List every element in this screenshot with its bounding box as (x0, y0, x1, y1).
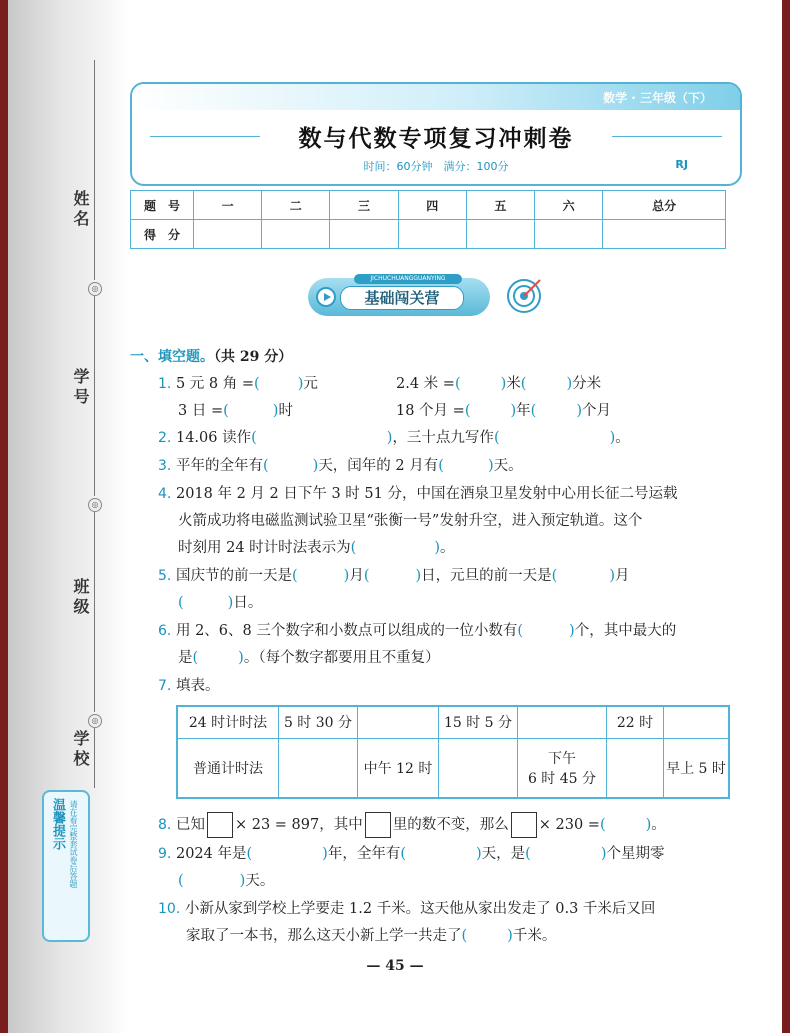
tip-title: 温馨提示 (50, 798, 65, 850)
table-cell-answer[interactable] (607, 738, 664, 798)
table-cell: 15 时 5 分 (439, 706, 518, 738)
question-1-line-1 (158, 374, 318, 394)
question-1-line-1b (396, 374, 601, 394)
cell-line-1: 下午 (548, 750, 576, 767)
q2-b: ，三十点九写作 (392, 430, 494, 446)
exam-title: 数与代数专项复习冲刺卷 (298, 125, 574, 152)
q1-d-unit2: 个月 (582, 403, 612, 419)
warm-tip-box (42, 790, 90, 942)
section-title: 填空题。 (158, 349, 214, 365)
question-number: 3. (158, 458, 172, 474)
q8-a: 已知 (175, 817, 205, 833)
answer-blank[interactable]: ( ) (350, 540, 441, 556)
question-10-line-2 (186, 926, 556, 946)
answer-blank[interactable]: ( ) (454, 376, 507, 392)
q5-a: 国庆节的前一天是 (175, 568, 292, 584)
score-input[interactable] (262, 220, 330, 249)
q9-a: 2024 年是 (175, 846, 247, 862)
question-5-line-1 (158, 566, 630, 586)
q2-end: 。 (615, 430, 630, 446)
score-cell: 题 号 (131, 191, 194, 220)
question-number: 1. (158, 376, 172, 392)
table-cell-answer[interactable] (279, 738, 358, 798)
q1-d: 18 个月 = (396, 403, 465, 419)
gutter-line (94, 512, 95, 712)
q1-d-unit1: 年 (516, 403, 531, 419)
question-5-line-2 (178, 593, 262, 613)
q6-a: 用 2、6、8 三个数字和小数点可以组成的一位小数有 (175, 623, 518, 639)
time-conversion-table (176, 705, 730, 799)
table-cell: 5 时 30 分 (279, 706, 358, 738)
blank-box[interactable] (365, 812, 391, 838)
score-input[interactable] (398, 220, 466, 249)
answer-blank[interactable]: ( ) (251, 430, 393, 446)
worksheet-page (8, 0, 782, 1033)
table-row (131, 191, 726, 220)
question-6-line-2 (178, 648, 440, 668)
question-8 (158, 812, 666, 838)
gutter-circle: ◎ (88, 498, 102, 512)
question-2 (158, 428, 630, 448)
student-id-label: 学号 (71, 368, 90, 408)
answer-blank[interactable]: ( ) (520, 376, 573, 392)
q3-a: 平年的全年有 (175, 458, 263, 474)
table-row (177, 738, 729, 798)
answer-blank[interactable]: ( ) (178, 595, 234, 611)
binding-gutter (8, 0, 128, 1033)
answer-blank[interactable]: ( ) (551, 568, 615, 584)
answer-blank[interactable]: ( ) (517, 623, 575, 639)
answer-blank[interactable]: ( ) (464, 403, 517, 419)
answer-blank[interactable]: ( ) (438, 458, 494, 474)
score-cell: 四 (398, 191, 466, 220)
q1-c: 3 日 = (178, 403, 224, 419)
table-cell-answer[interactable] (358, 706, 439, 738)
answer-blank[interactable]: ( ) (223, 403, 279, 419)
score-cell: 得 分 (131, 220, 194, 249)
q2-a: 14.06 读作 (175, 430, 252, 446)
q3-end: 天。 (493, 458, 523, 474)
table-row (131, 220, 726, 249)
answer-blank[interactable]: ( ) (363, 568, 422, 584)
score-cell: 总分 (603, 191, 726, 220)
gutter-circle: ◎ (88, 714, 102, 728)
table-cell: 中午 12 时 (358, 738, 439, 798)
q6-d: 。（每个数字都要用且不重复） (243, 650, 440, 666)
score-input[interactable] (466, 220, 534, 249)
q9-b: 年，全年有 (327, 846, 401, 862)
q3-b: 天，闰年的 2 月有 (318, 458, 439, 474)
cell-line-2: 6 时 45 分 (527, 770, 597, 787)
score-cell: 三 (330, 191, 398, 220)
tip-text: 请在看完整套试卷后答题 (69, 800, 78, 888)
question-number: 2. (158, 430, 172, 446)
question-number: 6. (158, 623, 172, 639)
table-cell: 早上 5 时 (664, 738, 730, 798)
gutter-line (94, 728, 95, 788)
q1-a: 5 元 8 角 = (175, 376, 255, 392)
answer-blank[interactable]: ( ) (246, 846, 328, 862)
question-4-line-2: 火箭成功将电磁监测试验卫星“张衡一号”发射升空，进入预定轨道。这个 (178, 513, 643, 529)
q10-end: 千米。 (512, 928, 557, 944)
score-input[interactable] (194, 220, 262, 249)
table-cell: 22 时 (607, 706, 664, 738)
edition-label: RJ (675, 158, 688, 171)
score-input[interactable] (603, 220, 726, 249)
table-cell: 普通计时法 (177, 738, 279, 798)
score-input[interactable] (535, 220, 603, 249)
answer-blank[interactable]: ( ) (291, 568, 350, 584)
question-number: 7. (158, 678, 172, 694)
score-cell: 六 (535, 191, 603, 220)
score-cell: 五 (466, 191, 534, 220)
q4-end: 。 (440, 540, 455, 556)
table-cell (518, 738, 607, 798)
q1-b-unit2: 分米 (572, 376, 602, 392)
score-cell: 二 (262, 191, 330, 220)
question-number: 8. (158, 817, 172, 833)
banner-label: 基础闯关营 (340, 286, 464, 310)
grade-label: 数学 · 三年级（下） (603, 91, 712, 105)
section-heading (130, 346, 292, 366)
q10-line-2: 家取了一本书，那么这天小新上学一共走了 (186, 928, 462, 944)
q5-d: 月 (615, 568, 630, 584)
q9-c: 天，是 (481, 846, 526, 862)
answer-blank[interactable]: ( ) (254, 376, 304, 392)
question-4-line-3 (178, 538, 455, 558)
play-icon (316, 287, 336, 307)
name-label: 姓名 (71, 190, 90, 230)
q5-b: 月 (349, 568, 364, 584)
school-label: 学校 (71, 730, 90, 770)
q1-a-unit: 元 (303, 376, 318, 392)
class-label: 班级 (71, 578, 90, 618)
q9-e: 天。 (245, 873, 275, 889)
score-cell: 一 (194, 191, 262, 220)
table-cell: 24 时计时法 (177, 706, 279, 738)
q4-line-1: 2018 年 2 月 2 日下午 3 时 51 分，中国在酒泉卫星发射中心用长征二号运载 (175, 486, 678, 502)
question-10-line-1 (158, 899, 655, 919)
question-7 (158, 676, 219, 696)
table-cell-answer[interactable] (439, 738, 518, 798)
gutter-circle: ◎ (88, 282, 102, 296)
section-banner (308, 275, 490, 316)
answer-blank[interactable]: ( ) (461, 928, 513, 944)
q10-line-1: 小新从家到学校上学要走 1.2 千米。这天他从家出发走了 0.3 千米后又回 (184, 901, 656, 917)
table-cell-answer[interactable] (518, 706, 607, 738)
question-number: 10. (158, 901, 181, 917)
q5-e: 日。 (233, 595, 263, 611)
score-table (130, 190, 726, 249)
page-number: — 45 — (366, 958, 424, 974)
gutter-line (94, 296, 95, 496)
question-number: 4. (158, 486, 172, 502)
section-points: （共 29 分） (214, 349, 293, 365)
question-9-line-1 (158, 844, 665, 864)
q7-text: 填表。 (175, 678, 220, 694)
q8-end: 。 (651, 817, 666, 833)
question-9-line-2 (178, 871, 274, 891)
q9-d: 个星期零 (606, 846, 665, 862)
q6-b: 个，其中最大的 (574, 623, 677, 639)
gutter-line (94, 60, 95, 280)
score-input[interactable] (330, 220, 398, 249)
answer-blank[interactable]: ( ) (530, 403, 583, 419)
q8-d: × 230 = (538, 817, 600, 833)
answer-blank[interactable]: ( ) (262, 458, 319, 474)
answer-blank[interactable]: ( ) (178, 873, 246, 889)
section-number: 一、 (130, 349, 158, 365)
question-number: 9. (158, 846, 172, 862)
blank-box[interactable] (511, 812, 537, 838)
table-row (177, 706, 729, 738)
question-4-line-1 (158, 484, 677, 504)
question-1-line-2b (396, 401, 611, 421)
q1-b: 2.4 米 = (396, 376, 455, 392)
blank-box[interactable] (207, 812, 233, 838)
question-6-line-1 (158, 621, 676, 641)
banner-pinyin: JICHUCHUANGGUANYING (354, 274, 462, 284)
q4-line-3: 时刻用 24 时计时法表示为 (178, 540, 351, 556)
table-cell-answer[interactable] (664, 706, 730, 738)
exam-meta: 时间：60分钟 满分：100分 (363, 160, 509, 173)
answer-blank[interactable]: ( ) (400, 846, 482, 862)
q6-c: 是 (178, 650, 193, 666)
q1-c-unit: 时 (278, 403, 293, 419)
exam-header (130, 82, 742, 186)
answer-blank[interactable]: ( ) (493, 430, 616, 446)
target-icon (504, 276, 544, 316)
question-1-line-2 (178, 401, 293, 421)
q8-b: × 23 = 897，其中 (234, 817, 363, 833)
answer-blank[interactable]: ( ) (192, 650, 244, 666)
q5-c: 日，元旦的前一天是 (421, 568, 552, 584)
q8-c: 里的数不变，那么 (392, 817, 509, 833)
answer-blank[interactable]: ( ) (599, 817, 652, 833)
answer-blank[interactable]: ( ) (525, 846, 607, 862)
q1-b-unit1: 米 (506, 376, 521, 392)
question-number: 5. (158, 568, 172, 584)
question-3 (158, 456, 523, 476)
